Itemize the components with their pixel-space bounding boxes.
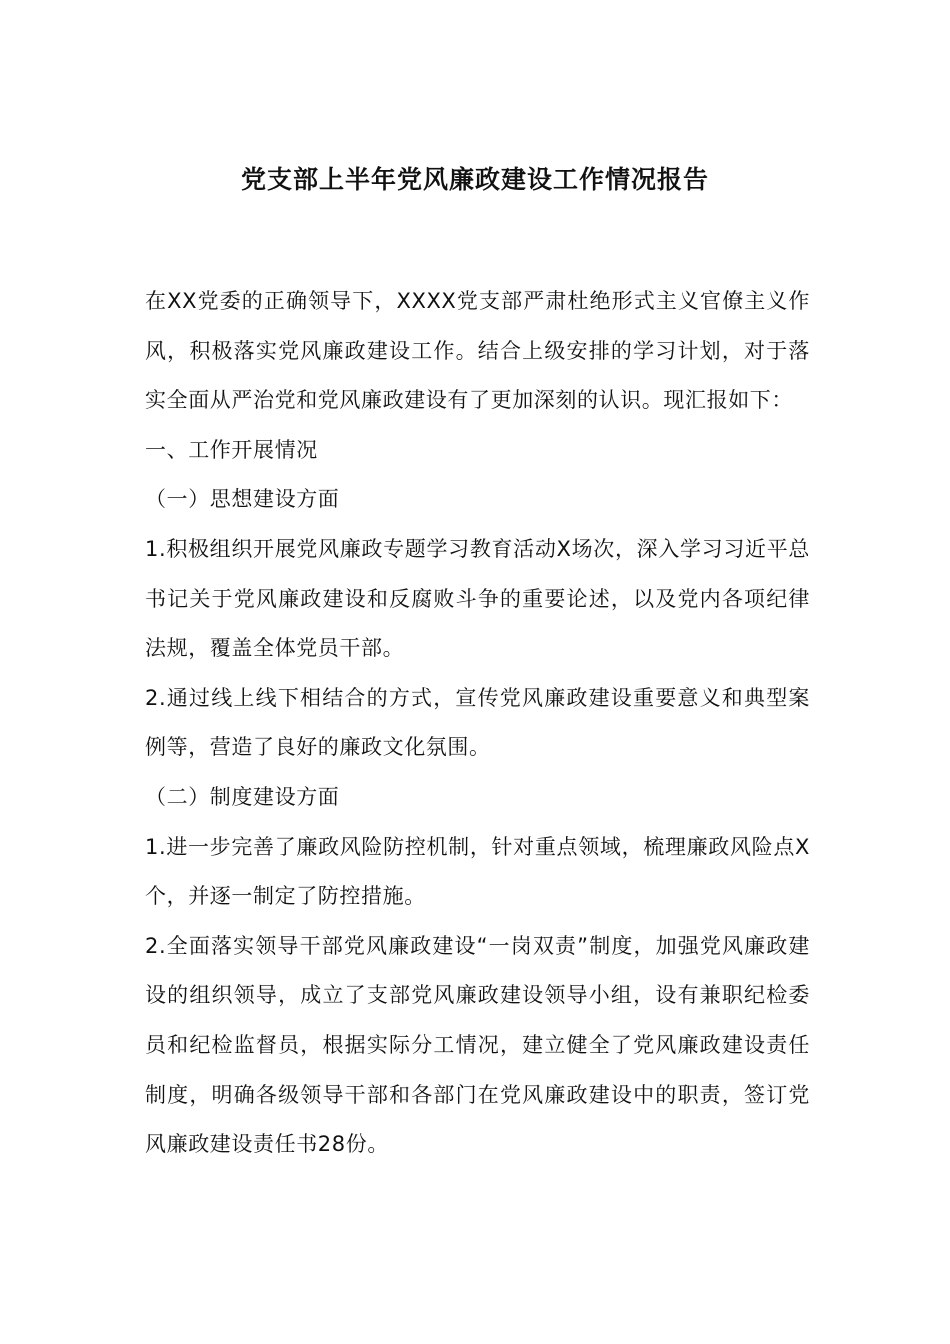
section-heading-work-progress: 一、工作开展情况 bbox=[145, 437, 318, 462]
ideological-item-1: 1.积极组织开展党风廉政专题学习教育活动X场次，深入学习习近平总书记关于党风廉政建设和反腐败斗争的重要论述，以及党内各项纪律法规，覆盖全体党员干部。 bbox=[145, 536, 810, 661]
ideological-item-2: 2.通过线上线下相结合的方式，宣传党风廉政建设重要意义和典型案例等，营造了良好的廉政文化氛围。 bbox=[145, 685, 810, 760]
document-body bbox=[145, 277, 810, 1170]
institutional-item-2: 2.全面落实领导干部党风廉政建设“一岗双责”制度，加强党风廉政建设的组织领导，成立了支部党风廉政建设领导小组，设有兼职纪检委员和纪检监督员，根据实际分工情况，建立健全了党风廉政建设责任制度，明确各级领导干部和各部门在党风廉政建设中的职责，签订党风廉政建设责任书28份。 bbox=[145, 933, 810, 1157]
institutional-item-1: 1.进一步完善了廉政风险防控机制，针对重点领域，梳理廉政风险点X个，并逐一制定了防控措施。 bbox=[145, 834, 810, 909]
subsection-heading-ideological: （一）思想建设方面 bbox=[145, 487, 340, 512]
subsection-heading-institutional: （二）制度建设方面 bbox=[145, 784, 340, 809]
intro-paragraph: 在XX党委的正确领导下，XXXX党支部严肃杜绝形式主义官僚主义作风，积极落实党风廉政建设工作。结合上级安排的学习计划，对于落实全面从严治党和党风廉政建设有了更加深刻的认识。现汇报如下： bbox=[145, 289, 810, 413]
document-title: 党支部上半年党风廉政建设工作情况报告 bbox=[240, 165, 709, 194]
